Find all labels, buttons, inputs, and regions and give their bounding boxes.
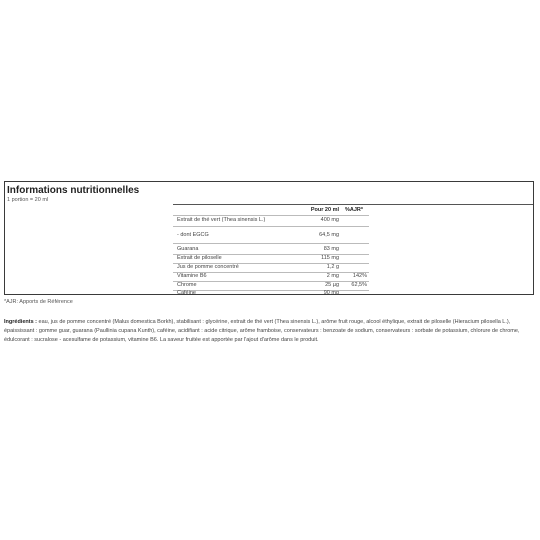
row-rule xyxy=(173,226,369,227)
portion-note: 1 portion = 20 ml xyxy=(7,197,49,203)
ingredients-label: Ingrédients : xyxy=(4,319,38,325)
nutrient-name: Chrome xyxy=(177,282,197,288)
nutrient-ajr: 62,5% xyxy=(351,282,367,288)
nutrition-row xyxy=(5,232,533,240)
nutrient-value: 400 mg xyxy=(320,217,339,223)
column-header-portion: Pour 20 ml xyxy=(310,207,339,213)
nutrition-row xyxy=(5,217,533,225)
nutrient-value: 115 mg xyxy=(321,255,339,261)
column-header-ajr: %AJR* xyxy=(345,207,364,213)
nutrient-value: 90 mg xyxy=(323,290,339,296)
nutrient-value: 1,2 g xyxy=(326,264,339,270)
header-rule xyxy=(173,204,533,205)
nutrient-ajr: 142% xyxy=(352,273,367,279)
nutrient-name: - dont EGCG xyxy=(177,232,209,238)
ajr-footnote: *AJR: Apports de Référence xyxy=(4,299,73,305)
nutrition-title: Informations nutritionnelles xyxy=(7,185,140,196)
nutrition-row xyxy=(5,255,533,263)
nutrient-name: Extrait de piloselle xyxy=(177,255,222,261)
ingredients-paragraph xyxy=(4,318,532,345)
nutrient-value: 25 µg xyxy=(325,282,339,288)
nutrition-row xyxy=(5,246,533,254)
nutrient-name: Jus de pomme concentré xyxy=(177,264,239,270)
nutrient-value: 2 mg xyxy=(326,273,339,279)
nutrition-row xyxy=(5,282,533,290)
nutrition-row xyxy=(5,290,533,298)
nutrient-name: Extrait de thé vert (Thea sinensis L.) xyxy=(177,217,266,223)
nutrient-name: Caféine xyxy=(177,290,196,296)
nutrient-name: Guarana xyxy=(177,246,199,252)
row-rule xyxy=(173,243,369,244)
nutrient-value: 64,5 mg xyxy=(319,232,339,238)
nutrition-row xyxy=(5,264,533,272)
row-rule xyxy=(173,215,369,216)
nutrition-panel xyxy=(4,181,534,295)
nutrient-value: 83 mg xyxy=(323,246,339,252)
nutrient-name: Vitamine B6 xyxy=(177,273,207,279)
nutrition-row xyxy=(5,273,533,281)
ingredients-text: eau, jus de pomme concentré (Malus domestica Borkh), stabilisant : glycérine, extrait de thé vert (Thea sinensis L.), arôme fruit rouge, alcool éthylique, extrait de piloselle (Hieracium pilosella L.), épaississant : gomme guar, guarana (Paullinia cupana Kunth), caféine, acidifiant : acide citrique, arôme framboise, conservateurs : benzoate de sodium, conservateurs : sorbate de potassium, chlorure de chrome, édulcorant : sucralose - acesulfame de potassium, vitamine B6. La saveur fruitée est apportée par l'ajout d'arôme dans le produit. xyxy=(4,319,520,343)
